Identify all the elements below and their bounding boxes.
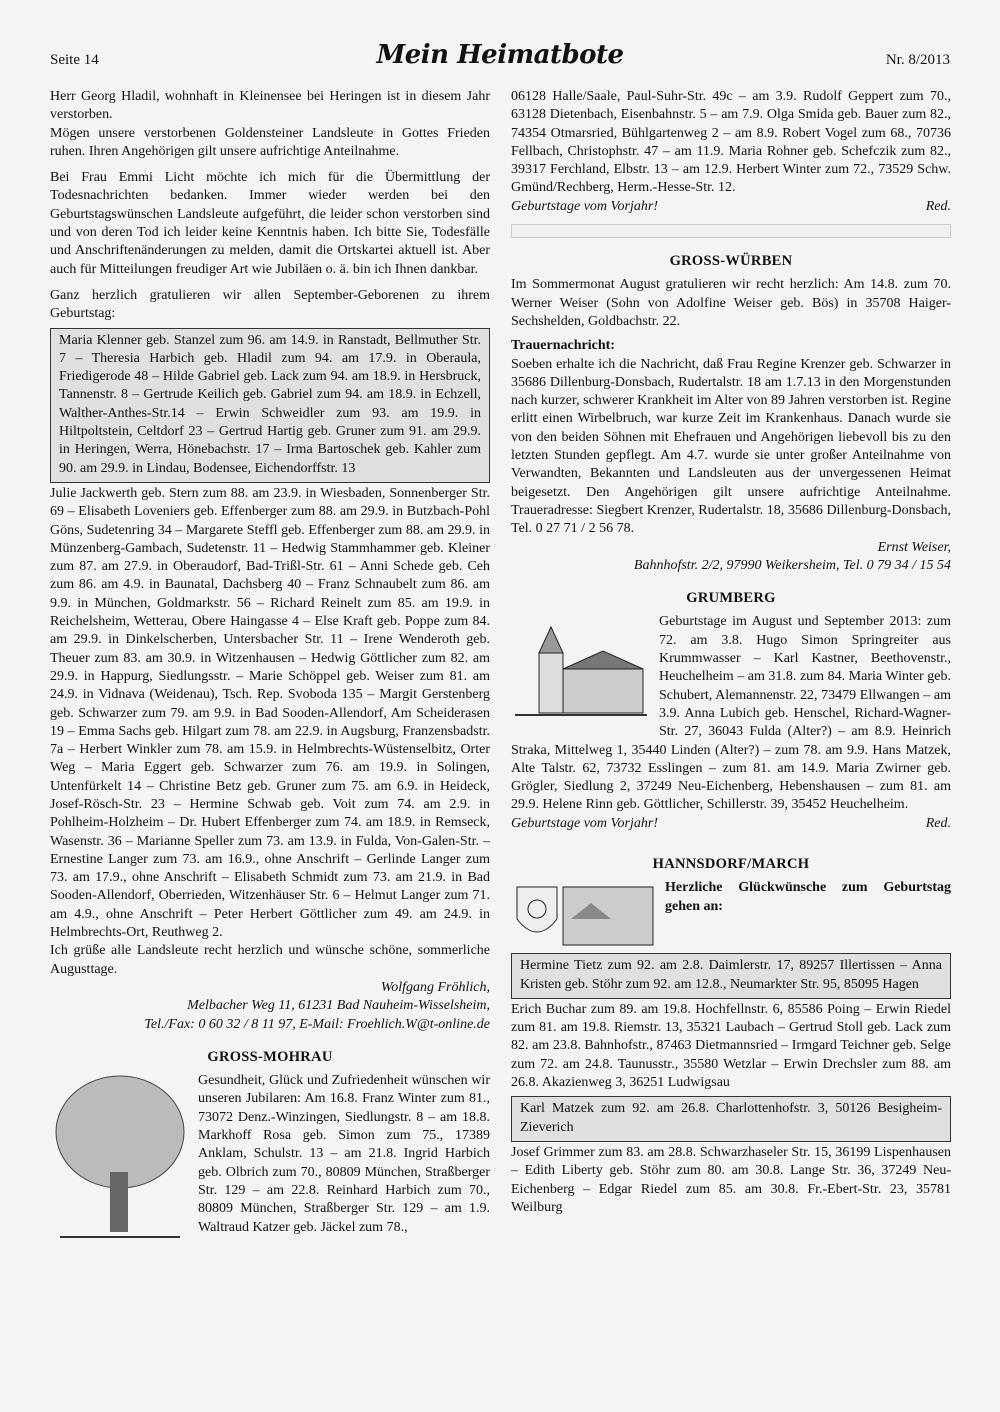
note: Geburtstage vom Vorjahr! bbox=[511, 198, 658, 214]
paragraph: Ganz herzlich gratulieren wir allen September-Geborenen zu ihrem Geburtstag: bbox=[50, 287, 490, 322]
paragraph: Gesundheit, Glück und Zufriedenheit wünschen wir unseren Jubilaren: Am 16.8. Franz Winter zum 81., 73072 Denz.-Winzingen, Siedlungstr. 8 – am 18.8. Markhoff Rosa geb. Simon zum 75., 17389 Anklam, Schulstr. 13 – am 21.8. Ingrid Harbich geb. Olbrich zum 70., 80809 München, Straßberger Str. 129 – am 22.8. Reinhard Harbich zum 70., 80809 München, Straßberger Str. 129 – am 1.9. Waltraud Katzer geb. Jäckel zum 78., bbox=[198, 1073, 490, 1235]
tree-illustration-icon bbox=[50, 1072, 190, 1242]
page-header bbox=[50, 40, 950, 80]
red-mark: Red. bbox=[925, 815, 951, 831]
red-mark: Red. bbox=[925, 198, 951, 214]
highlight-box: Maria Klenner geb. Stanzel zum 96. am 14.9. in Ranstadt, Bellmuther Str. 7 – Theresia Harbich geb. Hladil zum 94. am 17.9. in Oberaula, Friedigerode 48 – Hilde Gabriel geb. Lack zum 94. am 18.9. in Hersbruck, Tannenstr. 8 – Gertrude Keilich geb. Gabriel zum 94. am 18.9. in Echzell, Walther-Anthes-Str.14 – Erwin Schweidler zum 93. am 19.9. in Hiltpoltstein, Celtdorf 23 – Gertrud Hartig geb. Gruner zum 91. am 29.9. in Heringen, Werra, Hönebachstr. 17 – Irma Bartoschek geb. Kahler zum 90. am 29.9. in Lindau, Bodensee, Eichendorffstr. 13 bbox=[50, 328, 490, 483]
note-row bbox=[511, 815, 951, 833]
section-heading: GROSS-MOHRAU bbox=[207, 1048, 333, 1065]
highlight-box: Hermine Tietz zum 92. am 2.8. Daimlerstr. 17, 89257 Illertissen – Anna Kristen geb. Stöhr zum 92. am 12.8., Neumarkter Str. 95, 85095 Hagen bbox=[511, 953, 951, 999]
faded-bleedthrough bbox=[511, 224, 951, 238]
paragraph: Im Sommermonat August gratulieren wir recht herzlich: Am 14.8. zum 70. Werner Weiser (Sohn von Adolfine Weiser geb. Bös) in 35708 Haiger-Sechshelden, Goldbachstr. 22. bbox=[511, 277, 951, 329]
coat-of-arms-and-village-icon bbox=[511, 879, 657, 949]
paragraph: Soeben erhalte ich die Nachricht, daß Frau Regine Krenzer geb. Schwarzer in 35686 Dillenburg-Donsbach, Rudertalstr. 18 am 1.7.13 in den Morgenstunden nach kurzer, schwerer Krankheit im Alter von 89 Jahren verstorben ist. Regine erlitt einen Wirbelbruch, war kurze Zeit im Krankenhaus. Danach wurde sie von den beiden Söhnen mit Ehefrauen und Angehörigen liebevoll bis zu den letzten Stunden gepflegt. Am 4.7. wurde sie unter großer Anteilnahme von Verwandten, Bekannten und Landsleuten aus der unvergessenen Heimat beigesetzt. Den Angehörigen gilt unsere aufrichtige Anteilnahme. Traueradresse: Siegbert Krenzer, Rudertalstr. 18, 35686 Dillenburg-Donsbach, Tel. 0 27 71 / 2 56 78. bbox=[511, 356, 951, 537]
left-column bbox=[50, 88, 490, 1246]
signature-name: Ernst Weiser, bbox=[877, 539, 951, 555]
paragraph: Mögen unsere verstorbenen Goldensteiner Landsleute in Gottes Frieden ruhen. Ihren Angehörigen gilt unsere aufrichtige Anteilnahme. bbox=[50, 125, 490, 159]
page-number: Seite 14 bbox=[50, 52, 99, 68]
paragraph: Geburtstage im August und September 2013: zum 72. am 3.8. Hugo Simon Springreiter aus Krummwasser – Karl Kastner, Beethovenstr., Heuchelheim – am 31.8. zum 84. Maria Winter geb. Schubert, Alemannenstr. 22, 73479 Ellwangen – am 3.9. Anna Lubich geb. Henschel, Richard-Wagner-Str. 27, 36043 Fulda (Alter?) – am 8.9. Heinrich Straka, Mittelweg 1, 35440 Linden (Alter?) – zum 78. am 9.9. Hans Matzek, Alte Talstr. 62, 73732 Esslingen – zum 81. am 14.9. Maria Zwirner geb. Grögler, Siedlung 2, 37249 Neu-Eichenberg, Hebenshausen – zum 81. am 29.9. Helene Rinn geb. Göttlicher, Schillerstr. 39, 35452 Heuchelheim. bbox=[511, 614, 951, 813]
highlight-box: Karl Matzek zum 92. am 26.8. Charlottenhofstr. 3, 50126 Besigheim-Zieverich bbox=[511, 1096, 951, 1142]
signature-name: Wolfgang Fröhlich, bbox=[380, 979, 490, 995]
note: Geburtstage vom Vorjahr! bbox=[511, 815, 658, 831]
section-heading: HANNSDORF/MARCH bbox=[652, 855, 810, 872]
church-illustration-icon bbox=[511, 613, 651, 721]
birthday-list: Julie Jackwerth geb. Stern zum 88. am 23.9. in Wiesbaden, Sonnenberger Str. 69 – Elisabeth Loveniers geb. Effenberger zum 88. am 29.9. in Butzbach-Pohl Göns, Sudetenring 34 – Margarete Steffl geb. Effenberger zum 88. am 29.9. in Münzenberg-Gambach, Sudetenstr. 11 – Hedwig Stammhammer geb. Kleiner zum 87. am 27.9. in Oberaudorf, Bad-Trißl-Str. 61 – Anni Schede geb. Ceh zum 86. am 4.9. in Baunatal, Dachsberg 40 – Franz Schnaubelt zum 86. am 9.9. in München, Goldmarkstr. 56 – Richard Reinelt zum 85. am 19.9. in Reichelsheim, Wetterau, Obere Haingasse 4 – Else Kraft geb. Poppe zum 84. am 29.9. in Dinkelscherben, Untersbacher Str. 11 – Irene Wenderoth geb. Theuer zum 83. am 30.9. in Witzenhausen – Hedwig Göttlicher zum 82. am 29.9. in Happurg, Siedlungsstr. – Marie Schöppel geb. Weiser zum 81. am 24.9. in Vidnava (Weidenau), Tsch. Rep. Svoboda 135 – Margit Gerstenberg geb. Schwarzer zum 79. am 9.9. in Bad Sooden-Allendorf, Am Scheiderasen 19 – Emma Sachs geb. Hilgart zum 78. am 22.9. in Augsburg, Franzensbadstr. 7a – Herbert Winkler zum 78. am 15.9. in Helmbrechts-Wüstenselbitz, Orter Weg – Maria Eggert geb. Schwarzer zum 76. am 19.9. in Solingen, Untenfürkelt 14 – Christine Betz geb. Gruner zum 75. am 6.9. in Heideck, Josef-Rösch-Str. 23 – Hermine Schwab geb. Voit zum 74. am 2.9. in Pohlheim-Holzheim – Dr. Hubert Effenberger zum 74. am 18.9. in Remseck, Wasenstr. 36 – Marianne Speller zum 73. am 13.9. in Fulda, Von-Galen-Str. – Ernestine Langer zum 73. am 16.9., ohne Anschrift – Gerlinde Langer zum 73. am 17.9., ohne Anschrift – Elisabeth Schmidt zum 73. am 21.9. in Bad Sooden-Allendorf, Oberrieden, Witzenhäuser Str. 6 – Helmut Langer zum 71. am 4.9., ohne Anschrift – Peter Herbert Göttlicher zum 49. am 24.9. in Helmbrechts-Ort, Reuthweg 2. bbox=[50, 485, 490, 941]
issue-number: Nr. 8/2013 bbox=[885, 52, 950, 68]
masthead-logo: Mein Heimatbote bbox=[376, 40, 624, 70]
hannsdorf-intro: Herzliche Glückwünsche zum Geburtstag gehen an: bbox=[665, 880, 951, 914]
note-row bbox=[511, 198, 951, 216]
signature-address: Melbacher Weg 11, 61231 Bad Nauheim-Wisselsheim, bbox=[187, 998, 490, 1014]
subheading: Trauernachricht: bbox=[511, 338, 615, 354]
paragraph: Herr Georg Hladil, wohnhaft in Kleinensee bei Heringen ist in diesem Jahr verstorben. bbox=[50, 89, 490, 123]
section-heading: GRUMBERG bbox=[686, 590, 776, 607]
paragraph: Bei Frau Emmi Licht möchte ich mich für die Übermittlung der Todesnachrichten bedanken. Immer wieder werden bei den Geburtstagswünschen Landsleute aufgeführt, die leider schon verstorben sind und von deren Tod ich leider keine Kenntnis haben. Ich bitte Sie, Todesfälle und Anschriftenänderungen zu melden, damit die Ortskartei aktuell ist. Aber auch für Mitteilungen freudiger Art wie Jubiläen o. ä. bin ich Ihnen dankbar. bbox=[50, 170, 490, 277]
paragraph: Erich Buchar zum 89. am 19.8. Hochfellnstr. 6, 85586 Poing – Erwin Riedel zum 81. am 19.8. Riemstr. 13, 35321 Laubach – Gertrud Stoll geb. Lack zum 82. am 23.8. Bahnhofstr., 87463 Dietmannsried – Irmgard Teichner geb. Selge zum 72. am 24.8. Taunusstr., 35580 Wetzlar – Erwin Drechsler zum 88. am 26.8. Akazienweg 3, 36251 Ludwigsau bbox=[511, 1001, 951, 1091]
signature-address: Bahnhofstr. 2/2, 97990 Weikersheim, Tel. 0 79 34 / 15 54 bbox=[633, 557, 951, 573]
right-column bbox=[511, 88, 951, 1217]
signature-contact: Tel./Fax: 0 60 32 / 8 11 97, E-Mail: Froehlich.W@t-online.de bbox=[144, 1016, 490, 1032]
paragraph: 06128 Halle/Saale, Paul-Suhr-Str. 49c – am 3.9. Rudolf Geppert zum 70., 63128 Dietenbach, Eisenbahnstr. 5 – am 7.9. Olga Smida geb. Bauer zum 82., 74354 Otmarsried, Bühlgartenweg 2 – am 8.9. Robert Vogel zum 68., 70736 Fellbach, Christophstr. 47 – am 11.9. Maria Rohner geb. Schefczik zum 82., 39317 Ferchland, Elbstr. 13 – am 12.9. Herbert Winter zum 72., 73529 Schw. Gmünd/Rechberg, Herm.-Hesse-Str. 12. bbox=[511, 89, 951, 196]
paragraph: Ich grüße alle Landsleute recht herzlich und wünsche schöne, sommerliche Augusttage. bbox=[50, 943, 490, 977]
section-heading: GROSS-WÜRBEN bbox=[669, 253, 793, 270]
paragraph: Josef Grimmer zum 83. am 28.8. Schwarzhaseler Str. 15, 36199 Lispenhausen – Edith Liberty geb. Stöhr zum 80. am 30.8. Lange Str. 36, 37249 Neu-Eichenberg – Edgar Riedel zum 85. am 30.8. Fr.-Ebert-Str. 23, 35781 Weilburg bbox=[511, 1144, 951, 1215]
